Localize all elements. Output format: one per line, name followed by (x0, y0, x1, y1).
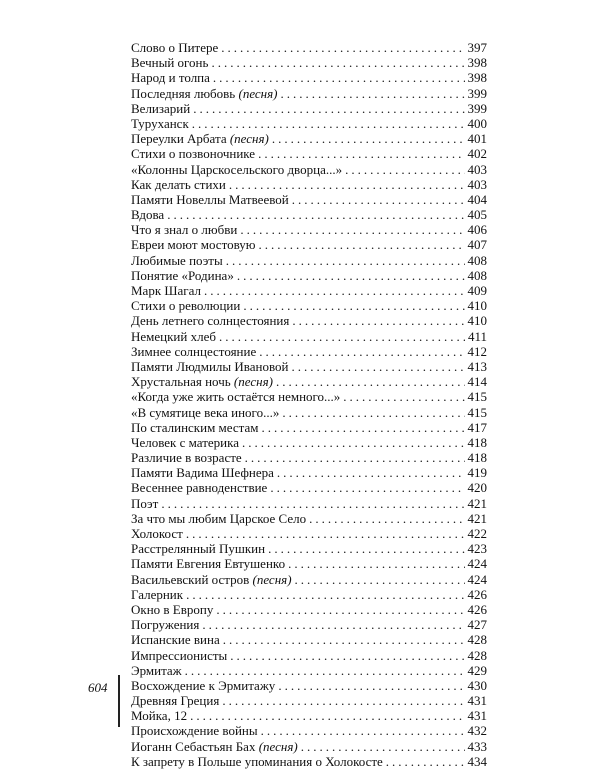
entry-note: (песня) (233, 374, 273, 390)
entry-page-number: 417 (467, 419, 487, 435)
entry-page-number: 407 (467, 237, 487, 253)
entry-page-number: 428 (467, 647, 487, 663)
entry-page-number: 427 (467, 617, 487, 633)
dot-leader (258, 146, 464, 161)
entry-title-text: Холокост (131, 526, 183, 541)
entry-title-text: «Когда уже жить остаётся немного...» (131, 389, 341, 405)
entry-title (131, 222, 237, 237)
toc-entry (131, 511, 487, 526)
entry-title (131, 86, 278, 101)
entry-page-number: 431 (467, 693, 487, 709)
entry-title (131, 693, 219, 708)
entry-title-text: Памяти Вадима Шефнера (131, 465, 274, 481)
toc-entry (131, 556, 487, 571)
entry-title (131, 55, 208, 70)
dot-leader (185, 663, 465, 678)
dot-leader (190, 708, 464, 723)
entry-title-text: Происхождение войны (131, 723, 258, 739)
entry-title (131, 298, 240, 313)
entry-page-number: 424 (467, 571, 487, 587)
toc-entry (131, 313, 487, 328)
entry-title-text: Что я знал о любви (131, 222, 238, 238)
dot-leader (186, 587, 464, 602)
dot-leader (292, 313, 464, 328)
entry-title (131, 131, 269, 146)
entry-title-text: Памяти Евгения Евтушенко (131, 556, 286, 572)
toc-entry (131, 374, 487, 389)
entry-page-number: 408 (467, 252, 487, 268)
entry-title-text: Немецкий хлеб (131, 328, 216, 344)
entry-note: (песня) (229, 131, 269, 147)
entry-title-text: Последняя любовь (131, 85, 236, 101)
dot-leader (281, 86, 465, 101)
entry-title (131, 632, 220, 647)
entry-title-text: Любимые поэты (131, 252, 223, 268)
entry-title (131, 723, 258, 738)
entry-page-number: 412 (467, 343, 487, 359)
entry-page-number: 428 (467, 632, 487, 648)
toc-entry (131, 268, 487, 283)
toc-entry (131, 146, 487, 161)
entry-page-number: 432 (467, 723, 487, 739)
toc-entry (131, 207, 487, 222)
toc-entry (131, 739, 487, 754)
toc-entry (131, 344, 487, 359)
toc-entry (131, 86, 487, 101)
toc-entry (131, 177, 487, 192)
dot-leader (167, 207, 464, 222)
toc-entry (131, 465, 487, 480)
entry-title-text: Окно в Европу (131, 601, 214, 617)
dot-leader (295, 572, 465, 587)
entry-note: (песня) (252, 571, 292, 587)
toc-entry (131, 222, 487, 237)
toc-entry (131, 572, 487, 587)
entry-title-text: Понятие «Родина» (131, 267, 234, 283)
toc-entry (131, 723, 487, 738)
entry-title-text: Велизарий (131, 100, 191, 116)
entry-title (131, 313, 289, 328)
toc-entry (131, 435, 487, 450)
entry-title-text: Импрессионисты (131, 647, 228, 663)
dot-leader (221, 40, 464, 55)
entry-page-number: 413 (467, 358, 487, 374)
dot-leader (211, 55, 464, 70)
dot-leader (245, 450, 465, 465)
entry-page-number: 410 (467, 313, 487, 329)
entry-title (131, 678, 275, 693)
dot-leader (226, 253, 465, 268)
dot-leader (230, 648, 464, 663)
entry-title (131, 587, 183, 602)
dot-leader (242, 435, 465, 450)
toc-entry (131, 40, 487, 55)
dot-leader (270, 480, 464, 495)
dot-leader (343, 389, 464, 404)
entry-title-text: Человек с материка (131, 434, 239, 450)
entry-title-text: Васильевский остров (131, 571, 250, 587)
entry-page-number: 405 (467, 207, 487, 223)
entry-title-text: Вдова (131, 207, 165, 223)
entry-title (131, 146, 255, 161)
entry-page-number: 414 (467, 374, 487, 390)
entry-title (131, 663, 182, 678)
dot-leader (240, 222, 464, 237)
dot-leader (223, 632, 465, 647)
entry-title (131, 389, 340, 404)
entry-title (131, 511, 306, 526)
toc-entry (131, 632, 487, 647)
toc-entry (131, 648, 487, 663)
entry-page-number: 431 (467, 708, 487, 724)
entry-title (131, 556, 285, 571)
entry-title-text: Зимнее солнцестояние (131, 343, 257, 359)
entry-title (131, 450, 242, 465)
entry-title-text: За что мы любим Царское Село (131, 510, 307, 526)
entry-page-number: 399 (467, 100, 487, 116)
entry-page-number: 397 (467, 40, 487, 55)
entry-title-text: Евреи моют мостовую (131, 237, 256, 253)
dot-leader (259, 237, 465, 252)
dot-leader (219, 329, 465, 344)
dot-leader (204, 283, 465, 298)
dot-leader (291, 359, 464, 374)
entry-title (131, 283, 201, 298)
entry-title-text: Марк Шагал (131, 283, 201, 298)
toc-entry (131, 283, 487, 298)
toc-entry (131, 663, 487, 678)
page-number: 604 (88, 680, 108, 695)
entry-title (131, 480, 267, 495)
toc-entry (131, 450, 487, 465)
entry-page-number: 418 (467, 450, 487, 466)
entry-title-text: Хрустальная ночь (131, 374, 231, 390)
toc-entry (131, 101, 487, 116)
entry-title (131, 648, 227, 663)
toc-entry (131, 55, 487, 70)
entry-title (131, 420, 258, 435)
entry-page-number: 398 (467, 55, 487, 71)
entry-title (131, 40, 218, 55)
entry-page-number: 426 (467, 601, 487, 617)
entry-page-number: 415 (467, 404, 487, 420)
entry-title (131, 192, 289, 207)
entry-note: (песня) (238, 85, 278, 101)
entry-page-number: 400 (467, 115, 487, 131)
entry-title-text: Как делать стихи (131, 176, 226, 192)
entry-title (131, 602, 213, 617)
table-of-contents (131, 40, 487, 769)
toc-entry (131, 420, 487, 435)
entry-page-number: 398 (467, 70, 487, 86)
dot-leader (216, 602, 464, 617)
entry-title-text: Галерник (131, 586, 184, 602)
dot-leader (192, 116, 465, 131)
entry-page-number: 429 (467, 662, 487, 678)
entry-title-text: Испанские вина (131, 632, 220, 648)
entry-title-text: Мойка, 12 (131, 708, 188, 724)
entry-page-number: 424 (467, 556, 487, 572)
toc-entry (131, 116, 487, 131)
toc-entry (131, 359, 487, 374)
entry-page-number: 402 (467, 146, 487, 162)
dot-leader (193, 101, 464, 116)
dot-leader (386, 754, 465, 769)
dot-leader (261, 420, 464, 435)
toc-entry (131, 405, 487, 420)
toc-entry (131, 70, 487, 85)
entry-title-text: К запрету в Польше упоминания о Холокосте (131, 753, 383, 769)
dot-leader (261, 723, 465, 738)
entry-page-number: 404 (467, 191, 487, 207)
toc-entry (131, 329, 487, 344)
toc-entry (131, 162, 487, 177)
entry-title-text: Погружения (131, 617, 200, 633)
entry-page-number: 420 (467, 480, 487, 496)
dot-leader (282, 405, 464, 420)
entry-page-number: 408 (467, 267, 487, 283)
toc-entry (131, 192, 487, 207)
entry-title (131, 116, 189, 131)
entry-title-text: Расстрелянный Пушкин (131, 541, 266, 557)
entry-title (131, 541, 265, 556)
dot-leader (243, 298, 464, 313)
dot-leader (259, 344, 464, 359)
dot-leader (278, 678, 464, 693)
entry-page-number: 421 (467, 510, 487, 526)
toc-entry (131, 237, 487, 252)
entry-title (131, 268, 234, 283)
entry-title (131, 708, 187, 723)
dot-leader (229, 177, 465, 192)
entry-title (131, 465, 274, 480)
dot-leader (202, 617, 464, 632)
dot-leader (292, 192, 465, 207)
dot-leader (272, 131, 465, 146)
entry-title (131, 70, 210, 85)
dot-leader (237, 268, 465, 283)
entry-page-number: 401 (467, 131, 487, 147)
toc-entry (131, 693, 487, 708)
entry-title (131, 435, 239, 450)
entry-title (131, 754, 383, 769)
entry-note: (песня) (258, 738, 298, 754)
entry-title (131, 496, 158, 511)
entry-title (131, 101, 190, 116)
entry-page-number: 419 (467, 465, 487, 481)
dot-leader (277, 465, 465, 480)
toc-entry (131, 496, 487, 511)
entry-title (131, 207, 164, 222)
dot-leader (186, 526, 465, 541)
entry-title (131, 329, 216, 344)
entry-page-number: 426 (467, 586, 487, 602)
entry-title-text: Эрмитаж (131, 662, 182, 678)
entry-title-text: Народ и толпа (131, 70, 210, 86)
entry-title (131, 177, 226, 192)
entry-title-text: Восхождение к Эрмитажу (131, 677, 276, 693)
dot-leader (309, 511, 464, 526)
entry-page-number: 399 (467, 85, 487, 101)
entry-title (131, 344, 256, 359)
dot-leader (301, 739, 465, 754)
dot-leader (161, 496, 464, 511)
margin-rule (118, 675, 120, 727)
entry-title-text: Весеннее равноденствие (131, 480, 268, 496)
toc-entry (131, 298, 487, 313)
entry-page-number: 433 (467, 738, 487, 754)
entry-page-number: 421 (467, 495, 487, 511)
toc-entry (131, 754, 487, 769)
dot-leader (213, 70, 465, 85)
entry-title-text: Поэт (131, 495, 159, 511)
dot-leader (268, 541, 464, 556)
entry-title-text: Иоганн Себастьян Бах (131, 738, 256, 754)
entry-page-number: 403 (467, 176, 487, 192)
toc-entry (131, 602, 487, 617)
entry-title-text: Памяти Людмилы Ивановой (131, 358, 289, 374)
entry-page-number: 422 (467, 526, 487, 541)
entry-title (131, 237, 256, 252)
toc-entry (131, 708, 487, 723)
entry-page-number: 409 (467, 283, 487, 298)
toc-entry (131, 253, 487, 268)
entry-title-text: «В сумятице века иного...» (131, 404, 280, 420)
entry-page-number: 423 (467, 541, 487, 557)
toc-entry (131, 587, 487, 602)
entry-page-number: 434 (467, 753, 487, 769)
entry-title-text: День летнего солнцестояния (131, 313, 290, 329)
entry-page-number: 430 (467, 677, 487, 693)
entry-title (131, 526, 183, 541)
entry-title (131, 359, 288, 374)
dot-leader (288, 556, 464, 571)
toc-entry (131, 131, 487, 146)
entry-title-text: Древняя Греция (131, 693, 220, 709)
entry-title-text: Различие в возрасте (131, 450, 242, 466)
toc-entry (131, 480, 487, 495)
dot-leader (222, 693, 464, 708)
toc-entry (131, 389, 487, 404)
entry-title (131, 739, 298, 754)
entry-page-number: 411 (467, 328, 487, 344)
entry-page-number: 410 (467, 298, 487, 314)
toc-entry (131, 678, 487, 693)
toc-entry (131, 617, 487, 632)
entry-title (131, 162, 342, 177)
entry-page-number: 418 (467, 434, 487, 450)
entry-page-number: 403 (467, 161, 487, 177)
entry-title-text: Памяти Новеллы Матвеевой (131, 191, 289, 207)
entry-title-text: Слово о Питере (131, 40, 219, 55)
entry-title-text: Стихи о революции (131, 298, 241, 314)
entry-title-text: «Колонны Царскосельского дворца...» (131, 161, 343, 177)
entry-title-text: Вечный огонь (131, 55, 209, 71)
entry-title-text: Переулки Арбата (131, 131, 227, 147)
entry-title (131, 253, 223, 268)
entry-title-text: Стихи о позвоночнике (131, 146, 256, 162)
entry-page-number: 406 (467, 222, 487, 238)
entry-title (131, 572, 292, 587)
dot-leader (345, 162, 464, 177)
toc-entry (131, 526, 487, 541)
entry-title (131, 405, 279, 420)
toc-entry (131, 541, 487, 556)
entry-page-number: 415 (467, 389, 487, 405)
entry-title-text: По сталинским местам (131, 419, 259, 435)
dot-leader (276, 374, 465, 389)
entry-title (131, 374, 273, 389)
entry-title (131, 617, 199, 632)
entry-title-text: Туруханск (131, 115, 189, 131)
